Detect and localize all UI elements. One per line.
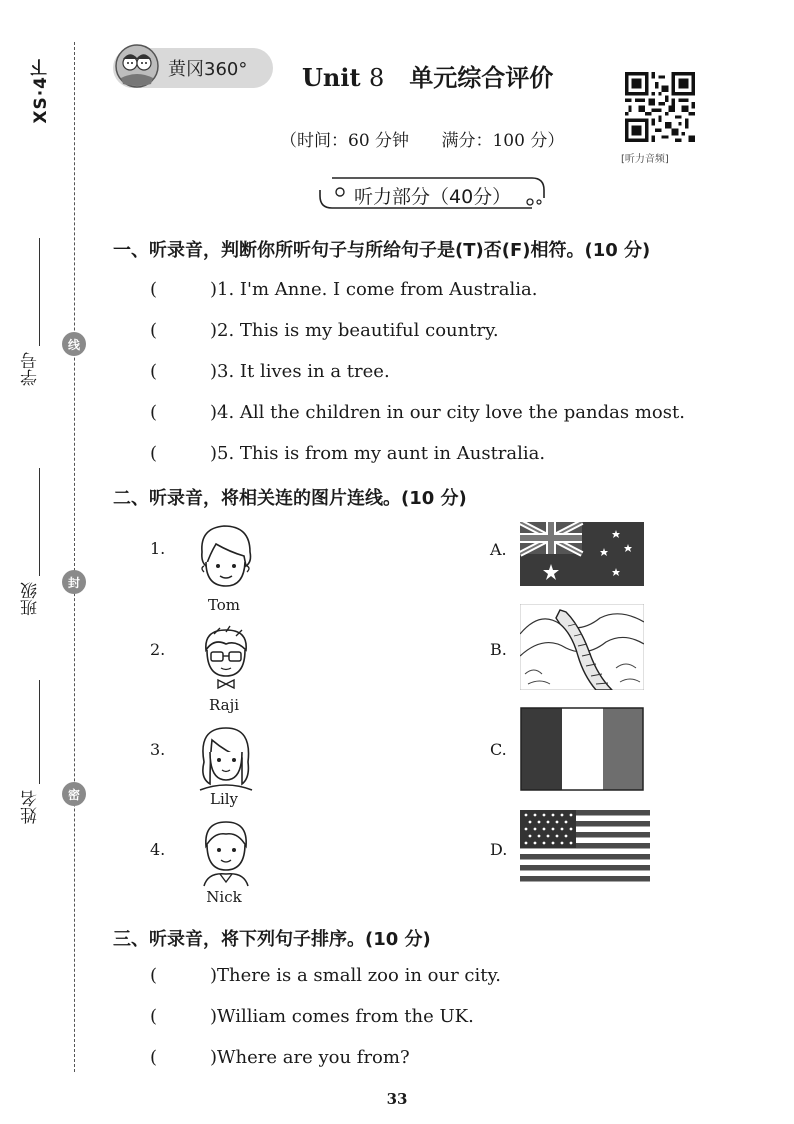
usa-flag-icon[interactable] bbox=[520, 810, 650, 882]
part1-item bbox=[150, 320, 499, 341]
answer-blank[interactable]: ( bbox=[150, 965, 158, 986]
great-wall-icon[interactable] bbox=[520, 604, 644, 690]
score-info: 满分：100 分） bbox=[441, 131, 565, 151]
qr-code-icon[interactable] bbox=[625, 72, 695, 142]
sentence-text: )There is a small zoo in our city. bbox=[210, 965, 501, 986]
time-info: （时间：60 分钟 bbox=[280, 131, 410, 151]
person-number: 3. bbox=[150, 740, 166, 759]
answer-blank[interactable]: ( bbox=[150, 402, 158, 423]
unit-number: 8 bbox=[368, 64, 385, 92]
boy-tom-icon[interactable] bbox=[190, 522, 260, 592]
sentence-text: )5. This is from my aunt in Australia. bbox=[210, 443, 546, 464]
part1-item bbox=[150, 279, 538, 300]
seal-secret-mark: 密 bbox=[62, 782, 86, 806]
part1-item bbox=[150, 443, 545, 464]
person-number: 2. bbox=[150, 640, 166, 659]
page-number: 33 bbox=[386, 1090, 408, 1108]
part2-heading: 二、听录音，将相关连的图片连线。(10 分) bbox=[113, 488, 467, 509]
student-number-label: 学号 bbox=[21, 352, 41, 386]
picture-letter: A. bbox=[490, 540, 507, 559]
listening-section-title: 听力部分（40分） bbox=[354, 186, 512, 208]
boy-nick-icon[interactable] bbox=[190, 818, 260, 888]
person-number: 4. bbox=[150, 840, 166, 859]
part1-heading: 一、听录音，判断你所听句子与所给句子是(T)否(F)相符。(10 分) bbox=[113, 240, 651, 261]
series-code: XS·4下 bbox=[31, 58, 51, 124]
picture-letter: D. bbox=[490, 840, 508, 859]
name-label: 姓名 bbox=[21, 790, 41, 824]
name-line[interactable] bbox=[39, 680, 40, 784]
boy-raji-icon[interactable] bbox=[190, 624, 260, 694]
picture-letter: B. bbox=[490, 640, 507, 659]
person-name: Lily bbox=[209, 790, 239, 808]
sentence-text: )2. This is my beautiful country. bbox=[210, 320, 499, 341]
class-label: 班级 bbox=[21, 582, 41, 616]
part3-item bbox=[150, 1047, 410, 1068]
answer-blank[interactable]: ( bbox=[150, 443, 158, 464]
kids-logo-icon bbox=[115, 44, 159, 88]
part3-item bbox=[150, 965, 501, 986]
student-number-line[interactable] bbox=[39, 238, 40, 346]
sentence-text: )1. I'm Anne. I come from Australia. bbox=[210, 279, 538, 300]
qr-caption: [听力音频] bbox=[621, 154, 669, 165]
answer-blank[interactable]: ( bbox=[150, 1006, 158, 1027]
part3-heading: 三、听录音，将下列句子排序。(10 分) bbox=[113, 929, 431, 950]
class-line[interactable] bbox=[39, 468, 40, 576]
seal-line-mark: 线 bbox=[62, 332, 86, 356]
answer-blank[interactable]: ( bbox=[150, 320, 158, 341]
unit-word: Unit bbox=[302, 63, 361, 92]
exam-info bbox=[280, 126, 564, 151]
tricolour-flag-icon[interactable] bbox=[520, 707, 644, 791]
girl-lily-icon[interactable] bbox=[190, 722, 260, 792]
sentence-text: )4. All the children in our city love the pandas most. bbox=[210, 402, 685, 423]
sentence-text: )William comes from the UK. bbox=[210, 1006, 474, 1027]
answer-blank[interactable]: ( bbox=[150, 279, 158, 300]
australia-flag-icon[interactable] bbox=[520, 522, 644, 586]
answer-blank[interactable]: ( bbox=[150, 1047, 158, 1068]
picture-letter: C. bbox=[490, 740, 507, 759]
brand-name: 黄冈360° bbox=[168, 59, 248, 80]
page-title bbox=[302, 58, 553, 93]
unit-title-cn: 单元综合评价 bbox=[409, 63, 554, 92]
part1-item bbox=[150, 361, 390, 382]
person-name: Nick bbox=[206, 888, 242, 906]
sentence-text: )Where are you from? bbox=[210, 1047, 410, 1068]
binding-dashed-line bbox=[74, 42, 75, 1072]
seal-seal-mark: 封 bbox=[62, 570, 86, 594]
person-name: Raji bbox=[208, 696, 240, 714]
person-name: Tom bbox=[207, 596, 241, 614]
person-number: 1. bbox=[150, 539, 166, 558]
part3-item bbox=[150, 1006, 474, 1027]
answer-blank[interactable]: ( bbox=[150, 361, 158, 382]
sentence-text: )3. It lives in a tree. bbox=[210, 361, 390, 382]
part1-item bbox=[150, 402, 685, 423]
